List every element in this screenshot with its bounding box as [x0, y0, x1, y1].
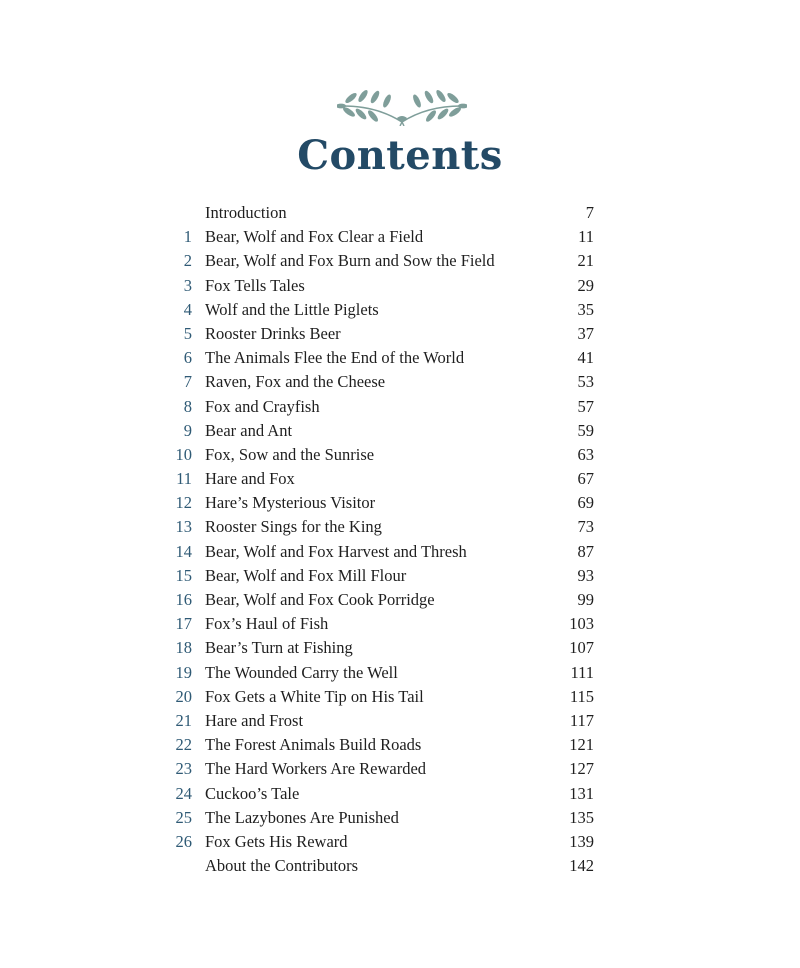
toc-entry — [0, 298, 800, 322]
toc-entry — [0, 491, 800, 515]
page-number: 142 — [569, 856, 594, 876]
page-number: 73 — [577, 517, 594, 537]
chapter-number: 4 — [183, 299, 192, 319]
page-title: Contents — [297, 132, 503, 179]
contents-list — [0, 201, 800, 878]
chapter-number: 6 — [183, 348, 192, 368]
chapter-title: Fox Tells Tales — [205, 275, 305, 295]
page-number: 103 — [569, 614, 594, 634]
page-number: 69 — [577, 493, 594, 513]
toc-entry — [0, 467, 800, 491]
toc-entry — [0, 806, 800, 830]
chapter-title: Fox Gets a White Tip on His Tail — [205, 686, 424, 706]
chapter-number: 3 — [183, 275, 192, 295]
chapter-number: 19 — [175, 662, 192, 682]
chapter-title: Fox, Sow and the Sunrise — [205, 444, 375, 464]
chapter-number: 1 — [183, 227, 192, 247]
chapter-title: The Forest Animals Build Roads — [205, 735, 422, 755]
chapter-title: Bear and Ant — [205, 420, 293, 440]
chapter-title: Bear, Wolf and Fox Clear a Field — [205, 227, 424, 247]
chapter-number: 23 — [175, 759, 192, 779]
chapter-title: Bear, Wolf and Fox Mill Flour — [205, 565, 407, 585]
toc-entry — [0, 346, 800, 370]
page-number: 107 — [569, 638, 594, 658]
page-number: 67 — [577, 469, 594, 489]
chapter-title: Bear, Wolf and Fox Harvest and Thresh — [205, 541, 467, 561]
toc-entry — [0, 782, 800, 806]
chapter-title: Rooster Sings for the King — [205, 517, 382, 537]
chapter-title: Bear’s Turn at Fishing — [205, 638, 353, 658]
chapter-number: 13 — [175, 517, 192, 537]
toc-entry — [0, 419, 800, 443]
chapter-number: 18 — [175, 638, 192, 658]
toc-entry — [0, 636, 800, 660]
chapter-title: The Wounded Carry the Well — [205, 662, 398, 682]
toc-entry — [0, 540, 800, 564]
page-number: 29 — [577, 275, 594, 295]
page-number: 57 — [577, 396, 594, 416]
chapter-title: The Lazybones Are Punished — [205, 807, 399, 827]
chapter-number: 8 — [183, 396, 192, 416]
leaf-sprig-icon — [337, 84, 467, 126]
toc-entry — [0, 709, 800, 733]
chapter-number: 17 — [175, 614, 192, 634]
chapter-title: Bear, Wolf and Fox Burn and Sow the Field — [205, 251, 495, 271]
toc-entry — [0, 854, 800, 878]
chapter-title: Rooster Drinks Beer — [205, 323, 341, 343]
toc-entry — [0, 685, 800, 709]
page-number: 59 — [577, 420, 594, 440]
chapter-title: Fox’s Haul of Fish — [205, 614, 329, 634]
chapter-number: 22 — [175, 735, 192, 755]
chapter-title: Hare’s Mysterious Visitor — [205, 493, 376, 513]
page-number: 117 — [569, 710, 594, 730]
chapter-title: Fox and Crayfish — [205, 396, 320, 416]
chapter-title: Introduction — [205, 203, 287, 222]
page-number: 121 — [569, 735, 594, 755]
toc-entry — [0, 757, 800, 781]
toc-entry — [0, 201, 800, 225]
page-number: 115 — [569, 686, 594, 706]
chapter-number: 16 — [175, 590, 192, 609]
chapter-number: 25 — [175, 807, 192, 827]
chapter-number: 15 — [175, 565, 192, 585]
chapter-number: 26 — [175, 831, 192, 851]
chapter-title: Cuckoo’s Tale — [205, 783, 300, 803]
toc-entry — [0, 370, 800, 394]
chapter-number: 7 — [183, 372, 192, 392]
page-number: 63 — [577, 444, 594, 464]
page-number: 35 — [577, 299, 594, 319]
page-number: 41 — [577, 348, 594, 368]
page-number: 127 — [569, 759, 594, 779]
chapter-number: 20 — [175, 686, 192, 706]
chapter-number: 11 — [176, 469, 192, 489]
page-number: 111 — [570, 662, 594, 682]
toc-entry — [0, 249, 800, 273]
page-number: 87 — [577, 541, 594, 561]
toc-entry — [0, 225, 800, 249]
chapter-title: Wolf and the Little Piglets — [205, 299, 379, 319]
toc-entry — [0, 830, 800, 854]
toc-entry — [0, 274, 800, 298]
chapter-number: 10 — [175, 444, 192, 464]
chapter-number: 9 — [183, 420, 192, 440]
toc-entry — [0, 588, 800, 612]
toc-entry — [0, 564, 800, 588]
page-number: 21 — [577, 251, 594, 271]
chapter-title: Raven, Fox and the Cheese — [205, 372, 386, 392]
toc-entry — [0, 515, 800, 539]
toc-entry — [0, 733, 800, 757]
toc-entry — [0, 443, 800, 467]
chapter-title: The Animals Flee the End of the World — [205, 348, 465, 368]
chapter-number: 14 — [175, 541, 192, 561]
toc-entry — [0, 395, 800, 419]
chapter-number: 5 — [183, 323, 192, 343]
page-number: 37 — [577, 323, 594, 343]
chapter-title: Hare and Fox — [205, 469, 295, 489]
page-number: 7 — [585, 203, 594, 222]
page-number: 131 — [569, 783, 594, 803]
page-number: 99 — [577, 590, 594, 609]
page-number: 139 — [569, 831, 594, 851]
chapter-title: About the Contributors — [205, 856, 359, 876]
chapter-number: 21 — [175, 710, 192, 730]
toc-entry — [0, 661, 800, 685]
chapter-title: Bear, Wolf and Fox Cook Porridge — [205, 590, 435, 609]
page-number: 11 — [578, 227, 594, 247]
toc-entry — [0, 612, 800, 636]
page-number: 135 — [569, 807, 594, 827]
page-number: 53 — [577, 372, 594, 392]
chapter-title: Fox Gets His Reward — [205, 831, 348, 851]
chapter-number: 2 — [183, 251, 192, 271]
chapter-title: The Hard Workers Are Rewarded — [205, 759, 427, 779]
toc-entry — [0, 322, 800, 346]
chapter-number: 12 — [175, 493, 192, 513]
chapter-number: 24 — [175, 783, 192, 803]
chapter-title: Hare and Frost — [205, 710, 304, 730]
page-number: 93 — [577, 565, 594, 585]
